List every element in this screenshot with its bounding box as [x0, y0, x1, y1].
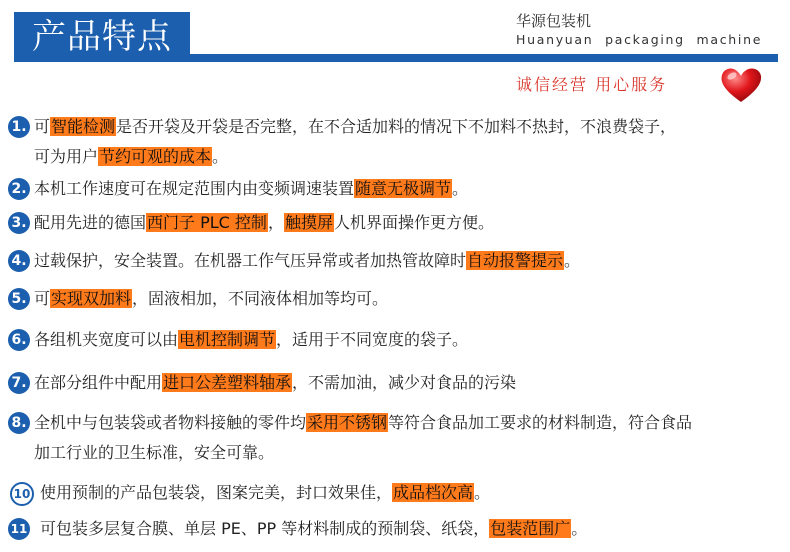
- highlight: 节约可观的成本: [99, 147, 212, 166]
- text: 。: [212, 147, 229, 166]
- text: ，固液相加，不同液体相加等均可。: [132, 289, 389, 308]
- number-badge: 2.: [8, 178, 30, 200]
- header: [0, 0, 790, 94]
- text: 本机工作速度可在规定范围内由变频调速装置: [34, 179, 355, 198]
- number-badge: 6.: [8, 329, 30, 351]
- highlight: 采用不锈钢: [307, 413, 388, 432]
- text: 使用预制的产品包装袋，图案完美，封口效果佳，: [40, 483, 393, 502]
- number-badge: 4.: [8, 250, 30, 272]
- item-text: [34, 175, 468, 203]
- number-badge: 11: [8, 518, 30, 540]
- text: 人机界面操作更方便。: [333, 213, 494, 232]
- brand-name-cn: 华源包装机: [516, 12, 592, 30]
- number-badge: 3.: [8, 212, 30, 234]
- text: 是否开袋及开袋是否完整，在不合适加料的情况下不加料不热封，不浪费袋子，: [116, 117, 677, 136]
- page-title: 产品特点: [14, 12, 190, 62]
- highlight: 成品档次高: [393, 483, 474, 502]
- item-text: [34, 285, 388, 313]
- heart-icon: [718, 64, 764, 104]
- item-text: [34, 409, 692, 437]
- text: 。: [571, 519, 588, 538]
- text: 过载保护，安全装置。在机器工作气压异常或者加热管故障时: [34, 251, 467, 270]
- highlight: 西门子 PLC 控制: [147, 213, 267, 232]
- item-text: [40, 515, 587, 543]
- text: 。: [564, 251, 581, 270]
- highlight: 电机控制调节: [179, 330, 276, 349]
- text: 可包装多层复合膜、单层 PE、PP 等材料制成的预制袋、纸袋，: [40, 519, 490, 538]
- text: 。: [452, 179, 469, 198]
- item-text: [34, 326, 468, 354]
- slogan: 诚信经营 用心服务: [516, 75, 668, 94]
- item-text: [34, 113, 676, 141]
- text: 配用先进的德国: [34, 213, 147, 232]
- text: 。: [474, 483, 491, 502]
- number-badge: 1.: [8, 116, 30, 138]
- text: 加工行业的卫生标准，安全可靠。: [34, 443, 275, 462]
- highlight: 自动报警提示: [467, 251, 564, 270]
- highlight: 触摸屏: [284, 213, 333, 232]
- number-badge: 8.: [8, 412, 30, 434]
- highlight: 包装范围广: [490, 519, 571, 538]
- text: 等符合食品加工要求的材料制造，符合食品: [388, 413, 693, 432]
- text: 全机中与包装袋或者物料接触的零件均: [34, 413, 307, 432]
- text: 可: [34, 117, 51, 136]
- item-text-line-2: [34, 439, 274, 467]
- highlight: 进口公差塑料轴承: [163, 373, 292, 392]
- number-badge: 7.: [8, 372, 30, 394]
- text: 各组机夹宽度可以由: [34, 330, 179, 349]
- text: ，: [267, 213, 284, 232]
- item-text: [34, 247, 580, 275]
- brand-name-en: Huanyuan packaging machine: [516, 32, 763, 47]
- highlight: 智能检测: [51, 117, 116, 136]
- text: 可为用户: [34, 147, 99, 166]
- highlight: 实现双加料: [51, 289, 132, 308]
- item-text: [34, 369, 516, 397]
- text: ，不需加油，减少对食品的污染: [292, 373, 517, 392]
- text: ，适用于不同宽度的袋子。: [276, 330, 469, 349]
- number-badge: 10: [10, 482, 34, 506]
- number-badge: 5.: [8, 288, 30, 310]
- item-text: [40, 479, 490, 507]
- highlight: 随意无极调节: [355, 179, 452, 198]
- item-text: [34, 209, 494, 237]
- item-text-line-2: [34, 143, 228, 171]
- text: 可: [34, 289, 51, 308]
- text: 在部分组件中配用: [34, 373, 163, 392]
